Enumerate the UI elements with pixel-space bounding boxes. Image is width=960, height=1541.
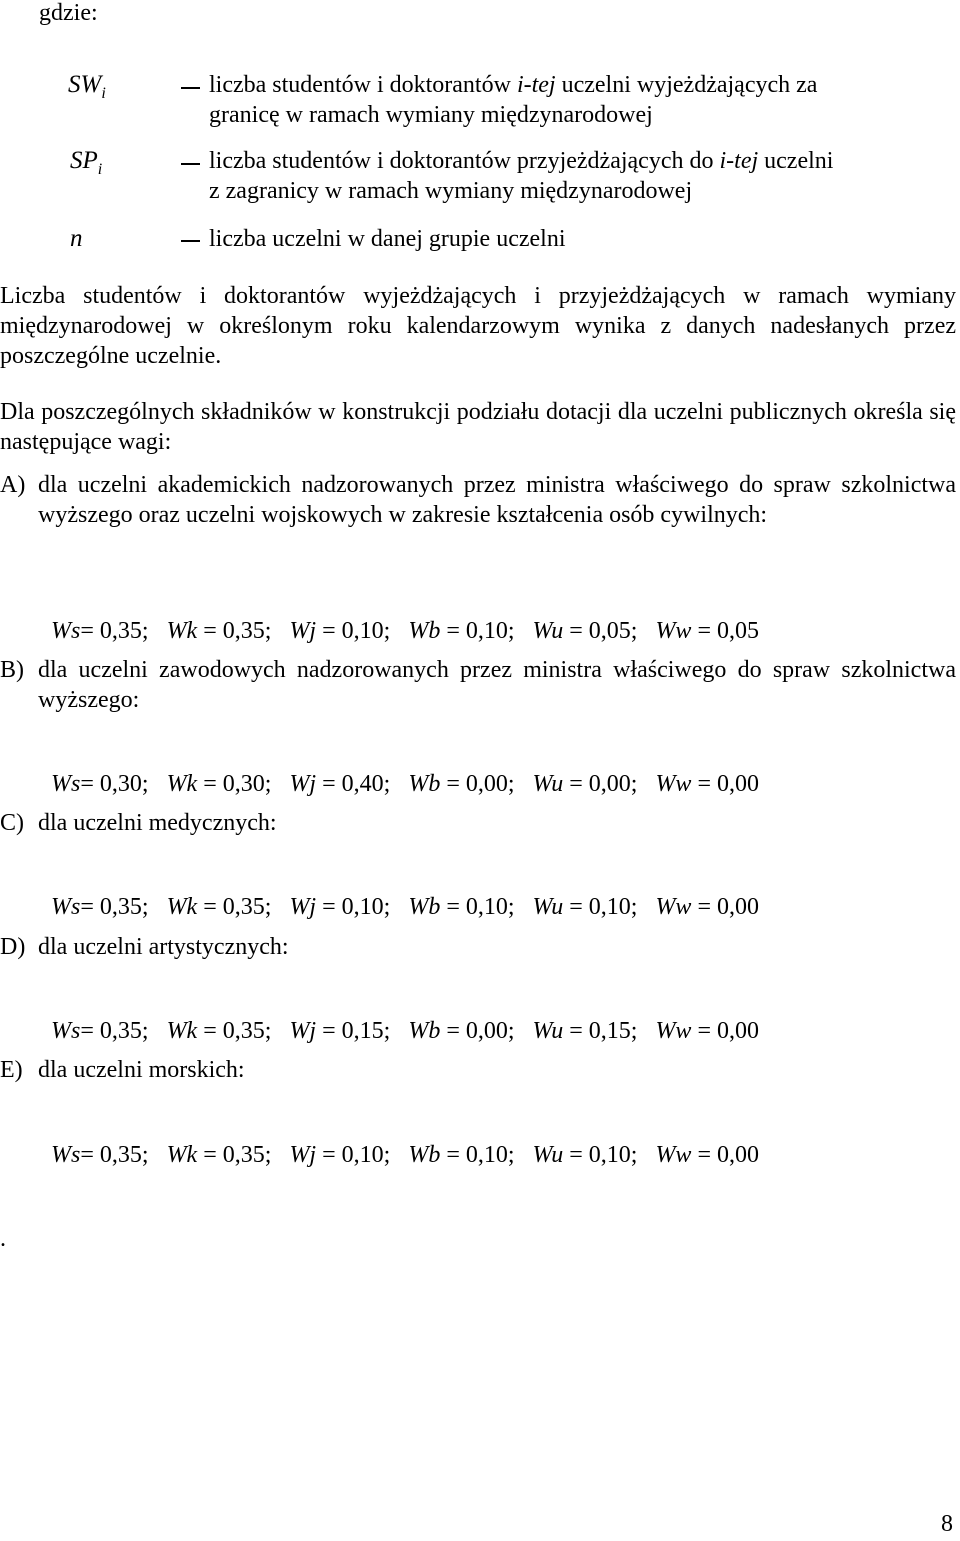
weight-item [655,769,759,799]
weight-sep: = [691,894,717,920]
weight-sep: = [691,618,717,644]
weight-value: 0,30; [99,771,149,797]
weight-value: 0,10; [341,1142,391,1168]
weight-value: 0,35; [222,1142,272,1168]
weight-value: 0,35; [99,618,149,644]
weight-item [167,616,272,646]
weight-sep: = [80,618,100,644]
weight-name: Ws [51,1018,81,1044]
weight-item [533,769,638,799]
weight-name: Ww [655,618,692,644]
weight-item [51,1016,149,1046]
definition-text [209,224,929,254]
definition-symbol [68,70,106,109]
weight-value: 0,30; [222,771,272,797]
weight-name: Ws [51,771,81,797]
weight-item [167,1016,272,1046]
weight-value: 0,10; [465,1142,515,1168]
weight-name: Ws [51,1142,81,1168]
weight-item [655,892,759,922]
weight-value: 0,10; [588,1142,638,1168]
category-letter: E) [0,1057,23,1083]
definition-dash [181,87,200,89]
weight-value: 0,00 [716,771,759,797]
weights-row [39,862,759,922]
weight-item [167,892,272,922]
weight-sep: = [316,1018,342,1044]
weight-name: Wk [166,771,198,797]
weight-item [289,769,390,799]
weight-sep: = [197,771,223,797]
category-text: dla uczelni akademickich nadzorowanych przez ministra właściwego do spraw szkolnictwa wyższego oraz uczelni wojskowych w zakresie kształcenia osób cywilnych: [38,472,956,528]
weight-item [51,616,149,646]
weight-item [408,769,514,799]
definition-text-line2: granicę w ramach wymiany międzynarodowej [209,102,653,128]
weight-name: Wb [408,1142,441,1168]
weight-name: Wj [289,894,317,920]
intro-label: gdzie: [39,0,98,26]
symbol-subscript: i [97,161,103,178]
definition-text-line2: z zagranicy w ramach wymiany międzynarodowej [209,178,693,204]
definition-symbol [70,146,102,185]
weight-sep: = [440,1018,466,1044]
weight-item [289,1016,390,1046]
weight-item [533,616,638,646]
weight-item [533,892,638,922]
weight-value: 0,00; [465,771,515,797]
paragraph-weights-intro: Dla poszczególnych składników w konstrukcji podziału dotacji dla uczelni publicznych określa się następujące wagi: [0,399,956,455]
weight-sep: = [691,1142,717,1168]
weight-sep: = [316,618,342,644]
weights-row [39,739,759,799]
symbol-base: SP [70,147,98,174]
weights-row [39,1110,759,1170]
weight-sep: = [563,1142,589,1168]
weight-name: Wk [166,1142,198,1168]
weight-sep: = [563,894,589,920]
weight-value: 0,35; [99,894,149,920]
weight-sep: = [80,1142,100,1168]
weight-name: Wj [289,1142,317,1168]
category-text: dla uczelni artystycznych: [38,934,289,960]
weight-sep: = [80,771,100,797]
category-text: dla uczelni zawodowych nadzorowanych przez ministra właściwego do spraw szkolnictwa wyższego: [38,657,956,713]
weight-sep: = [80,1018,100,1044]
weight-value: 0,40; [341,771,391,797]
weight-name: Wj [289,771,317,797]
weight-sep: = [691,1018,717,1044]
weight-value: 0,10; [588,894,638,920]
category-letter: B) [0,657,24,683]
definition-text-pre: liczba studentów i doktorantów [209,72,517,98]
weight-value: 0,00 [716,1018,759,1044]
definition-text [209,146,929,206]
weight-value: 0,00; [588,771,638,797]
weight-item [655,1140,759,1170]
weight-sep: = [691,771,717,797]
weight-value: 0,35; [222,894,272,920]
weight-value: 0,35; [99,1142,149,1168]
category-letter: A) [0,472,26,498]
symbol-subscript: i [101,85,106,102]
weight-sep: = [316,771,342,797]
weights-row [39,586,759,646]
weight-sep: = [440,894,466,920]
definition-text-italic: i-tej [516,72,556,98]
weight-item [167,769,272,799]
weight-name: Wk [166,1018,198,1044]
weight-item [51,892,149,922]
weight-name: Wu [532,771,564,797]
definition-text-pre: liczba studentów i doktorantów przyjeżdżających do [209,148,720,174]
definition-text-pre: liczba uczelni w danej grupie uczelni [209,226,566,252]
weight-sep: = [197,894,223,920]
weight-sep: = [197,1018,223,1044]
weight-item [533,1140,638,1170]
weight-item [408,616,514,646]
weight-item [289,892,390,922]
weight-sep: = [563,618,589,644]
weight-item [51,769,149,799]
weight-name: Ww [655,1018,692,1044]
weight-name: Wj [289,1018,317,1044]
weight-name: Wk [166,894,198,920]
weight-value: 0,15; [588,1018,638,1044]
weight-item [533,1016,638,1046]
weight-item [51,1140,149,1170]
weight-value: 0,00 [716,894,759,920]
weight-name: Wb [408,771,441,797]
weight-item [289,616,390,646]
weight-sep: = [563,771,589,797]
weights-row [39,986,759,1046]
weight-item [408,1016,514,1046]
weight-value: 0,15; [341,1018,391,1044]
weight-sep: = [440,1142,466,1168]
weight-name: Wb [408,1018,441,1044]
definition-dash [181,163,200,165]
weight-value: 0,10; [341,894,391,920]
weight-item [408,1140,514,1170]
weight-name: Ww [655,1142,692,1168]
definition-symbol [70,224,83,254]
weight-value: 0,10; [341,618,391,644]
weight-value: 0,35; [99,1018,149,1044]
weight-name: Ws [51,618,81,644]
category-text: dla uczelni medycznych: [38,810,277,836]
weight-sep: = [316,1142,342,1168]
weight-value: 0,05; [588,618,638,644]
weight-sep: = [197,618,223,644]
weight-item [655,616,759,646]
definition-text-post: uczelni wyjeżdżających za [555,72,818,98]
weight-name: Wu [532,618,564,644]
weight-name: Wk [166,618,198,644]
weight-sep: = [440,618,466,644]
symbol-base: SW [68,71,102,98]
weight-value: 0,10; [465,894,515,920]
weight-sep: = [197,1142,223,1168]
weight-sep: = [80,894,100,920]
weight-name: Wb [408,894,441,920]
page-number: 8 [941,1511,953,1537]
weight-item [289,1140,390,1170]
weight-name: Ww [655,771,692,797]
weight-name: Wu [532,1142,564,1168]
weight-value: 0,10; [465,618,515,644]
category-letter: D) [0,934,26,960]
weight-item [655,1016,759,1046]
weight-sep: = [440,771,466,797]
weight-sep: = [316,894,342,920]
weight-name: Wu [532,1018,564,1044]
definition-dash [181,240,200,242]
weight-sep: = [563,1018,589,1044]
definition-text-italic: i-tej [719,148,759,174]
trailing-dot: . [0,1226,6,1252]
weight-name: Wj [289,618,317,644]
weight-item [408,892,514,922]
weight-value: 0,35; [222,1018,272,1044]
weight-value: 0,00; [465,1018,515,1044]
category-letter: C) [0,810,24,836]
definition-text-post: uczelni [758,148,834,174]
weight-name: Wu [532,894,564,920]
weight-item [167,1140,272,1170]
weight-name: Ws [51,894,81,920]
paragraph-exchange-source: Liczba studentów i doktorantów wyjeżdżających i przyjeżdżających w ramach wymiany międzynarodowej w określonym roku kalendarzowym wynika z danych nadesłanych przez poszczególne uczelnie. [0,283,956,369]
symbol-base: n [70,225,83,252]
weight-name: Ww [655,894,692,920]
weight-name: Wb [408,618,441,644]
definition-text [209,70,929,130]
weight-value: 0,00 [716,1142,759,1168]
category-text: dla uczelni morskich: [38,1057,245,1083]
weight-value: 0,35; [222,618,272,644]
weight-value: 0,05 [716,618,759,644]
